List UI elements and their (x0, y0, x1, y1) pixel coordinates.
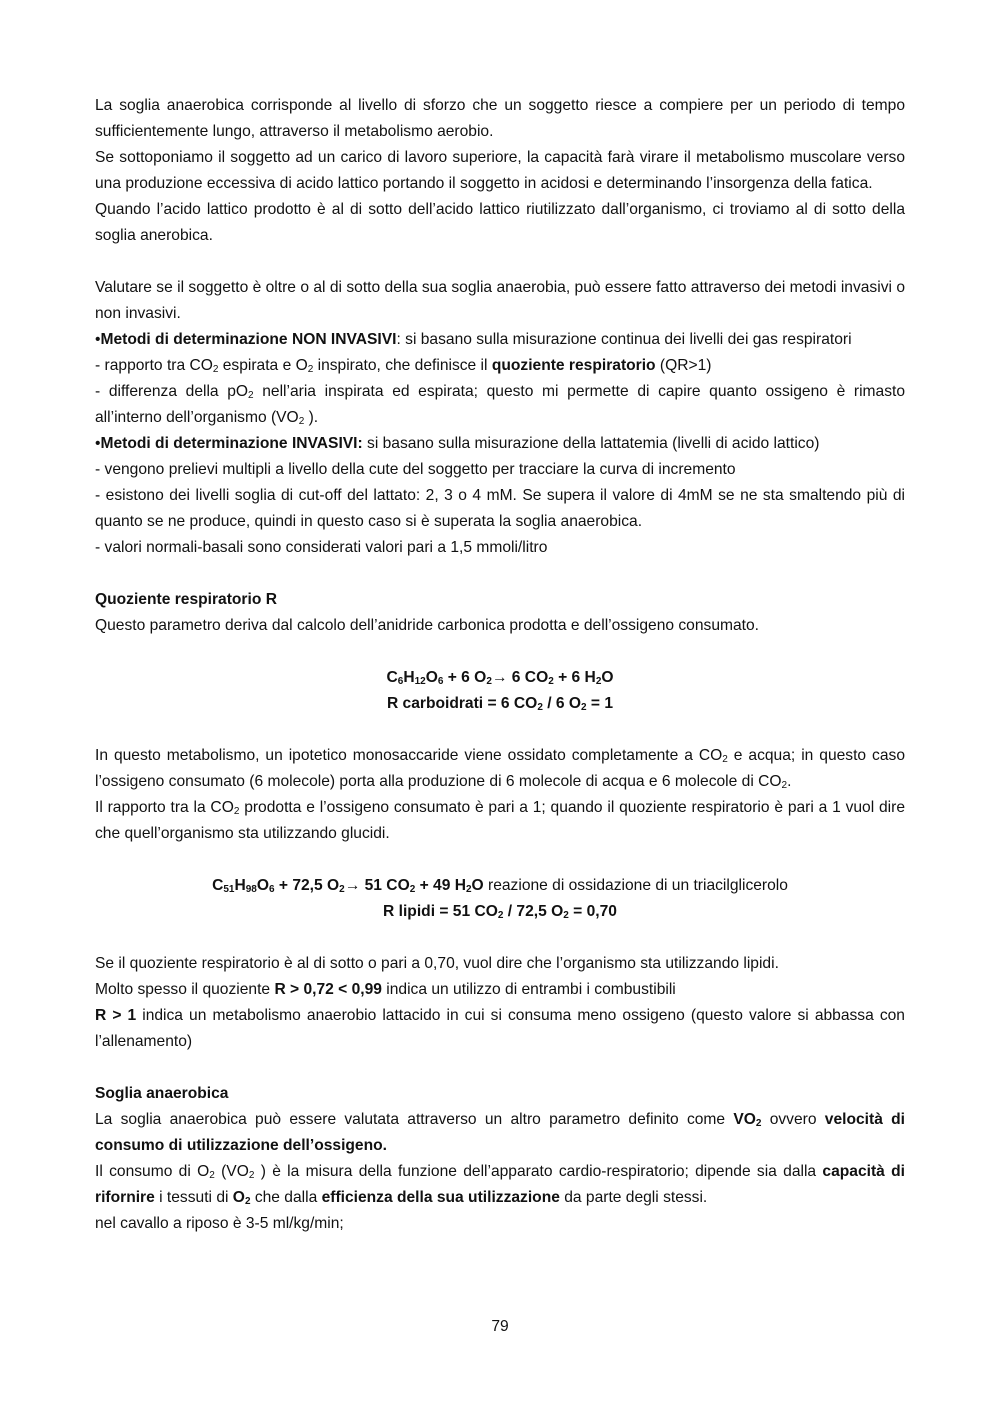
paragraph-4: Valutare se il soggetto è oltre o al di sotto della sua soglia anaerobia, può essere fatto attraverso dei metodi invasivi o non invasivi. (95, 279, 905, 322)
paragraph-9: Molto spesso il quoziente R > 0,72 < 0,99 indica un utilizzo di entrambi i combustibili (95, 981, 676, 998)
page-number: 79 (491, 1318, 509, 1335)
bullet-non-invasive: •Metodi di determinazione NON INVASIVI: si basano sulla misurazione continua dei livelli dei gas respiratori (95, 331, 852, 348)
paragraph-2: Se sottoponiamo il soggetto ad un carico di lavoro superiore, la capacità farà virare il metabolismo muscolare verso una produzione eccessiva di acido lattico portando il soggetto in acidosi e determinando l’insorgenza della fatica. (95, 149, 905, 192)
bullet-invasive: •Metodi di determinazione INVASIVI: si basano sulla misurazione della lattatemia (livelli di acido lattico) (95, 435, 820, 452)
equation-r-carboidrati: R carboidrati = 6 $CO_2 / 6$ $O_2 = 1$ (386, 695, 614, 713)
list-item-cutoff: - esistono dei livelli soglia di cut-off del lattato: 2, 3 o 4 mM. Se supera il valore di 4mM se ne sta smaltendo più di quanto se ne produce, quindi in questo caso si è superata la soglia anaerobica. (95, 487, 905, 530)
heading-soglia: Soglia anaerobica (95, 1085, 229, 1102)
paragraph-13: nel cavallo a riposo è 3-5 ml/kg/min; (95, 1215, 344, 1232)
list-item-prelievi: - vengono prelievi multipli a livello della cute del soggetto per tracciare la curva di incremento (95, 461, 736, 478)
paragraph-5: Questo parametro deriva dal calcolo dell’anidride carbonica prodotta e dell’ossigeno consumato. (95, 617, 759, 634)
paragraph-11: La soglia anaerobica può essere valutata attraverso un altro parametro definito come $VO_2$ ovvero velocità di consumo di utilizzazione dell’ossigeno. (95, 1111, 905, 1154)
arrow-icon: → (491, 669, 508, 686)
equation-r-lipidi: R lipidi = 51 $CO_2 / 72,5$ $O_2 = 0,70$ (383, 903, 617, 921)
equation-glucose: $C_6H_{12}O_6 + 6$ $O_2\to 6$ $CO_2 + 6$ $H_2O$ (386, 669, 614, 687)
list-item-co2-ratio: - rapporto tra $CO_2$ espirata e $O_2$ inspirato, che definisce il quoziente respiratorio (QR>1) (95, 357, 712, 375)
paragraph-12: Il consumo di $O_2$ ($VO_2$ ) è la misura della funzione dell’apparato cardio-respiratorio; dipende sia dalla capacità di rifornire i tessuti di $O_2$ che dalla efficienza della sua utilizzazione da parte degli stessi. (95, 1163, 905, 1207)
equation-triacylglycerol: $C_{51}H_{98}O_6 + 72,5$ $O_2\to 51$ $CO_2 + 49$ $H_2O$ reazione di ossidazione di un triacilglicerolo (212, 877, 788, 895)
paragraph-7: Il rapporto tra la $CO_2$ prodotta e l’ossigeno consumato è pari a 1; quando il quoziente respiratorio è pari a 1 vuol dire che quell’organismo sta utilizzando glucidi. (95, 799, 905, 842)
arrow-icon: → (344, 877, 361, 894)
list-item-basal: - valori normali-basali sono considerati valori pari a 1,5 mmoli/litro (95, 539, 548, 556)
document-body (95, 93, 905, 1237)
paragraph-10: R > 1 indica un metabolismo anaerobio lattacido in cui si consuma meno ossigeno (questo valore si abbassa con l’allenamento) (95, 1007, 905, 1050)
paragraph-3: Quando l’acido lattico prodotto è al di sotto dell’acido lattico riutilizzato dall’organismo, ci troviamo al di sotto della soglia anerobica. (95, 201, 905, 244)
list-item-po2: - differenza della $pO_2$ nell’aria inspirata ed espirata; questo mi permette di capire quanto ossigeno è rimasto all’interno dell’organismo ($VO_2$ ). (95, 383, 905, 427)
paragraph-1: La soglia anaerobica corrisponde al livello di sforzo che un soggetto riesce a compiere per un periodo di tempo sufficientemente lungo, attraverso il metabolismo aerobio. (95, 97, 905, 140)
paragraph-8: Se il quoziente respiratorio è al di sotto o pari a 0,70, vuol dire che l’organismo sta utilizzando lipidi. (95, 955, 779, 972)
bullet-icon: • (95, 435, 101, 452)
bullet-icon: • (95, 331, 101, 348)
paragraph-6: In questo metabolismo, un ipotetico monosaccaride viene ossidato completamente a $CO_2$ e acqua; in questo caso l’ossigeno consumato (6 molecole) porta alla produzione di 6 molecole di acqua e 6 molecole di $CO_2$. (95, 747, 905, 791)
heading-quoziente: Quoziente respiratorio R (95, 591, 277, 608)
